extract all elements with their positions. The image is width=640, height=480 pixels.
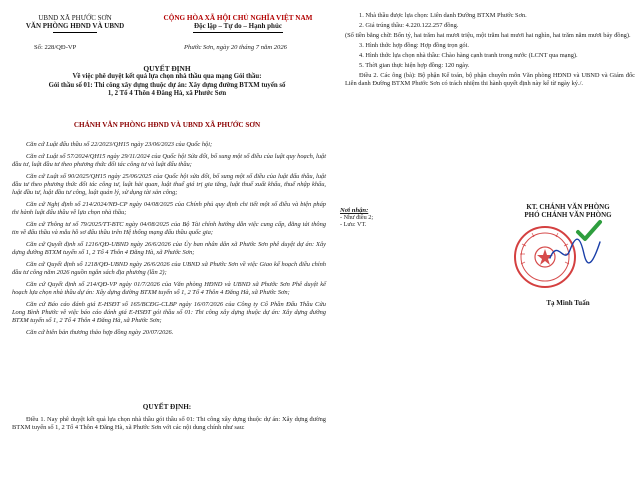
digital-signature-check-icon — [574, 216, 604, 246]
article-2: Điều 2. Các ông (bà): Bộ phận Kế toán, bộ phận chuyên môn Văn phòng HĐND và UBND và Giám đốc Liên danh Đường BTXM Phước Sơn có trách nhiệm thi hành quyết định này kể từ ngày ký./. — [345, 72, 635, 87]
issuing-authority: CHÁNH VĂN PHÒNG HĐND VÀ UBND XÃ PHƯỚC SƠN — [73, 121, 261, 129]
title-line-2: Về việc phê duyệt kết quả lựa chọn nhà thầu qua mạng Gói thầu: — [72, 73, 262, 80]
place-and-date: Phước Sơn, ngày 20 tháng 7 năm 2026 — [184, 44, 287, 51]
item-price: 2. Giá trúng thầu: 4.220.122.257 đồng. — [359, 22, 459, 29]
item-selection-method: 4. Hình thức lựa chọn nhà thầu: Chào hàng cạnh tranh trong nước (LCNT qua mạng). — [359, 52, 578, 59]
basis-item: Căn cứ biên bản thương thảo hợp đồng ngày 20/07/2026. — [26, 329, 174, 336]
item-price-words: (Số tiền bằng chữ: Bốn tỷ, hai trăm hai mươi triệu, một trăm hai mươi hai nghìn, hai trăm năm mươi bảy đồng). — [345, 32, 631, 39]
signer-name: Tạ Minh Tuấn — [546, 299, 590, 307]
signer-capacity-2: PHÓ CHÁNH VĂN PHÒNG — [524, 211, 612, 219]
org-underline — [53, 32, 97, 33]
signer-capacity-1: KT. CHÁNH VĂN PHÒNG — [526, 203, 610, 211]
document-title — [4, 64, 330, 99]
national-motto — [144, 14, 332, 33]
motto-underline — [193, 32, 283, 33]
recipients — [340, 207, 435, 228]
basis-item: Căn cứ Thông tư số 79/2025/TT-BTC ngày 04/08/2025 của Bộ Tài chính hướng dẫn việc cung cấp, đăng tải thông tin về đấu thầu và mẫu hồ sơ đấu thầu trên Hệ thống mạng đấu thầu quốc gia; — [12, 221, 326, 236]
recipient-item: - Lưu: VT. — [340, 221, 367, 228]
basis-item: Căn cứ Nghị định số 214/2024/NĐ-CP ngày 04/08/2025 của Chính phủ quy định chi tiết một số điều và biện pháp thi hành luật đấu thầu về lựa chọn nhà thầu; — [12, 201, 326, 216]
org-line-1: UBND XÃ PHƯỚC SƠN — [38, 14, 112, 22]
recipient-item: - Như điều 2; — [340, 214, 374, 221]
article-1: Điều 1. Nay phê duyệt kết quả lựa chọn nhà thầu gói thầu số 01: Thi công xây dựng thuộc dự án: Xây dựng đường BTXM tuyến số 1, 2 Tổ 4 Thôn 4 Đăng Hà, xã Phước Sơn với các nội dung chính như sau: — [12, 416, 326, 431]
basis-item: Căn cứ Luật số 90/2025/QH15 ngày 25/06/2025 của Quốc hội sửa đổi, bổ sung một số điều của luật đấu thầu, luật đầu tư theo phương thức đối tác công tư, luật hải quan, luật thuế giá trị gia tăng, luật thuế xuất khẩu, thuế nhập khẩu, luật đầu tư, luật đầu tư công, luật quản lý, sử dụng tài sản công; — [12, 173, 326, 196]
basis-item: Căn cứ Báo cáo đánh giá E-HSĐT số 165/BCĐG-CLBP ngày 16/07/2026 của Công ty Cổ Phần Đấu Thầu Cửu Long Bình Phước về việc báo cáo đánh giá E-HSĐT gói thầu số 01: Thi công xây dựng thuộc dự án: Xây dựng đường BTXM tuyến số 1, 2 Tổ 4 Thôn 4 Đăng Hà, xã Phước Sơn; — [12, 301, 326, 324]
basis-item: Căn cứ Luật đấu thầu số 22/2023/QH15 ngày 23/06/2023 của Quốc hội; — [26, 141, 213, 148]
item-contractor: 1. Nhà thầu được lựa chọn: Liên danh Đường BTXM Phước Sơn. — [359, 12, 527, 19]
item-duration: 5. Thời gian thực hiện hợp đồng: 120 ngày. — [359, 62, 470, 69]
basis-item: Căn cứ Luật số 57/2024/QH15 ngày 29/11/2024 của Quốc hội Sửa đổi, bổ sung một số điều của luật quy hoạch, luật đầu tư, luật đầu tư theo phương thức đối tác công tư và luật đấu thầu; — [12, 153, 326, 168]
national-line-2: Độc lập – Tự do – Hạnh phúc — [194, 22, 282, 30]
document-number: Số: 228/QĐ-VP — [34, 44, 77, 51]
basis-item: Căn cứ Quyết định số 1218/QĐ-UBND ngày 26/6/2026 của UBND xã Phước Sơn về việc Giao kế hoạch điều chỉnh đầu tư công năm 2026 nguồn ngân sách địa phương (lần 2); — [12, 261, 326, 276]
decision-items — [345, 12, 635, 90]
title-line-4: 1, 2 Tổ 4 Thôn 4 Đăng Hà, xã Phước Sơn — [107, 90, 227, 97]
basis-item: Căn cứ Quyết định số 1216/QĐ-UBND ngày 26/6/2026 của Ủy ban nhân dân xã Phước Sơn phê duyệt dự án: Xây dựng đường BTXM tuyến số 1, 2 Tổ 4 Thôn 4 Đăng Hà, xã Phước Sơn; — [12, 241, 326, 256]
title-line-3: Gói thầu số 01: Thi công xây dựng thuộc dự án: Xây dựng đường BTXM tuyến số — [48, 81, 286, 89]
issuing-organization — [10, 14, 140, 33]
recipients-heading: Nơi nhận: — [340, 207, 369, 214]
national-line-1: CỘNG HÒA XÃ HỘI CHỦ NGHĨA VIỆT NAM — [163, 14, 313, 22]
legal-bases — [12, 141, 326, 341]
org-line-2: VĂN PHÒNG HĐND VÀ UBND — [25, 22, 125, 30]
item-contract-type: 3. Hình thức hợp đồng: Hợp đồng trọn gói. — [359, 42, 469, 49]
decide-heading: QUYẾT ĐỊNH: — [142, 403, 192, 411]
basis-item: Căn cứ Quyết định số 214/QĐ-VP ngày 01/7/2026 của Văn phòng HĐND và UBND xã Phước Sơn Phê duyệt kế hoạch lựa chọn nhà thầu dự án: Xây dựng đường BTXM tuyến số 1, 2 Tổ 4 Thôn 4 Đăng Hà, xã Phước Sơn; — [12, 281, 326, 296]
title-line-1: QUYẾT ĐỊNH — [143, 64, 191, 73]
